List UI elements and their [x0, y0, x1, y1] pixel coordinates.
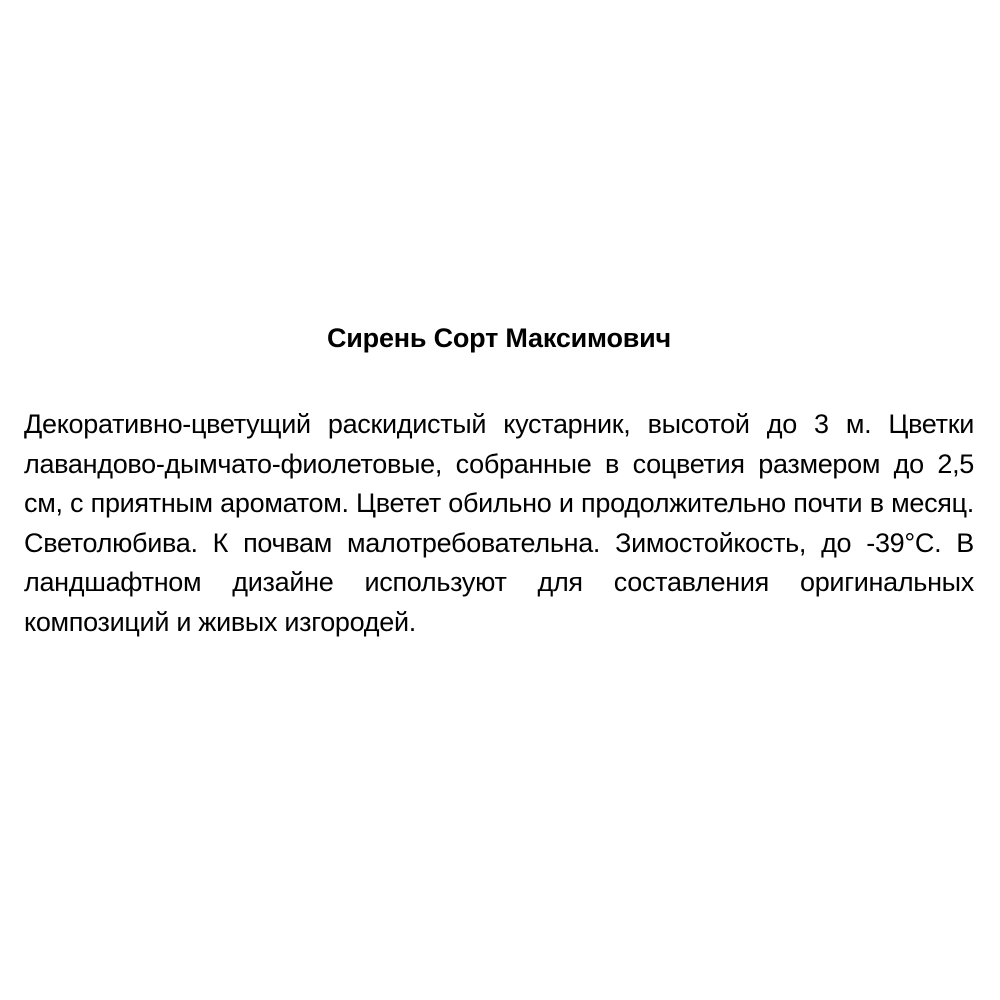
product-title: Сирень Сорт Максимович — [326, 323, 672, 353]
product-description: Декоративно-цветущий раскидистый кустарник, высотой до 3 м. Цветки лавандово-дымчато-фиолетовые, собранные в соцветия размером до 2,5 см, с приятным ароматом. Цветет обильно и продолжительно почти в месяц. Светолюбива. К почвам малотребовательна. Зимостойкость, до -39°C. В ландшафтном дизайне используют для составления оригинальных композиций и живых изгородей. — [24, 409, 974, 637]
product-description-document — [24, 318, 974, 642]
